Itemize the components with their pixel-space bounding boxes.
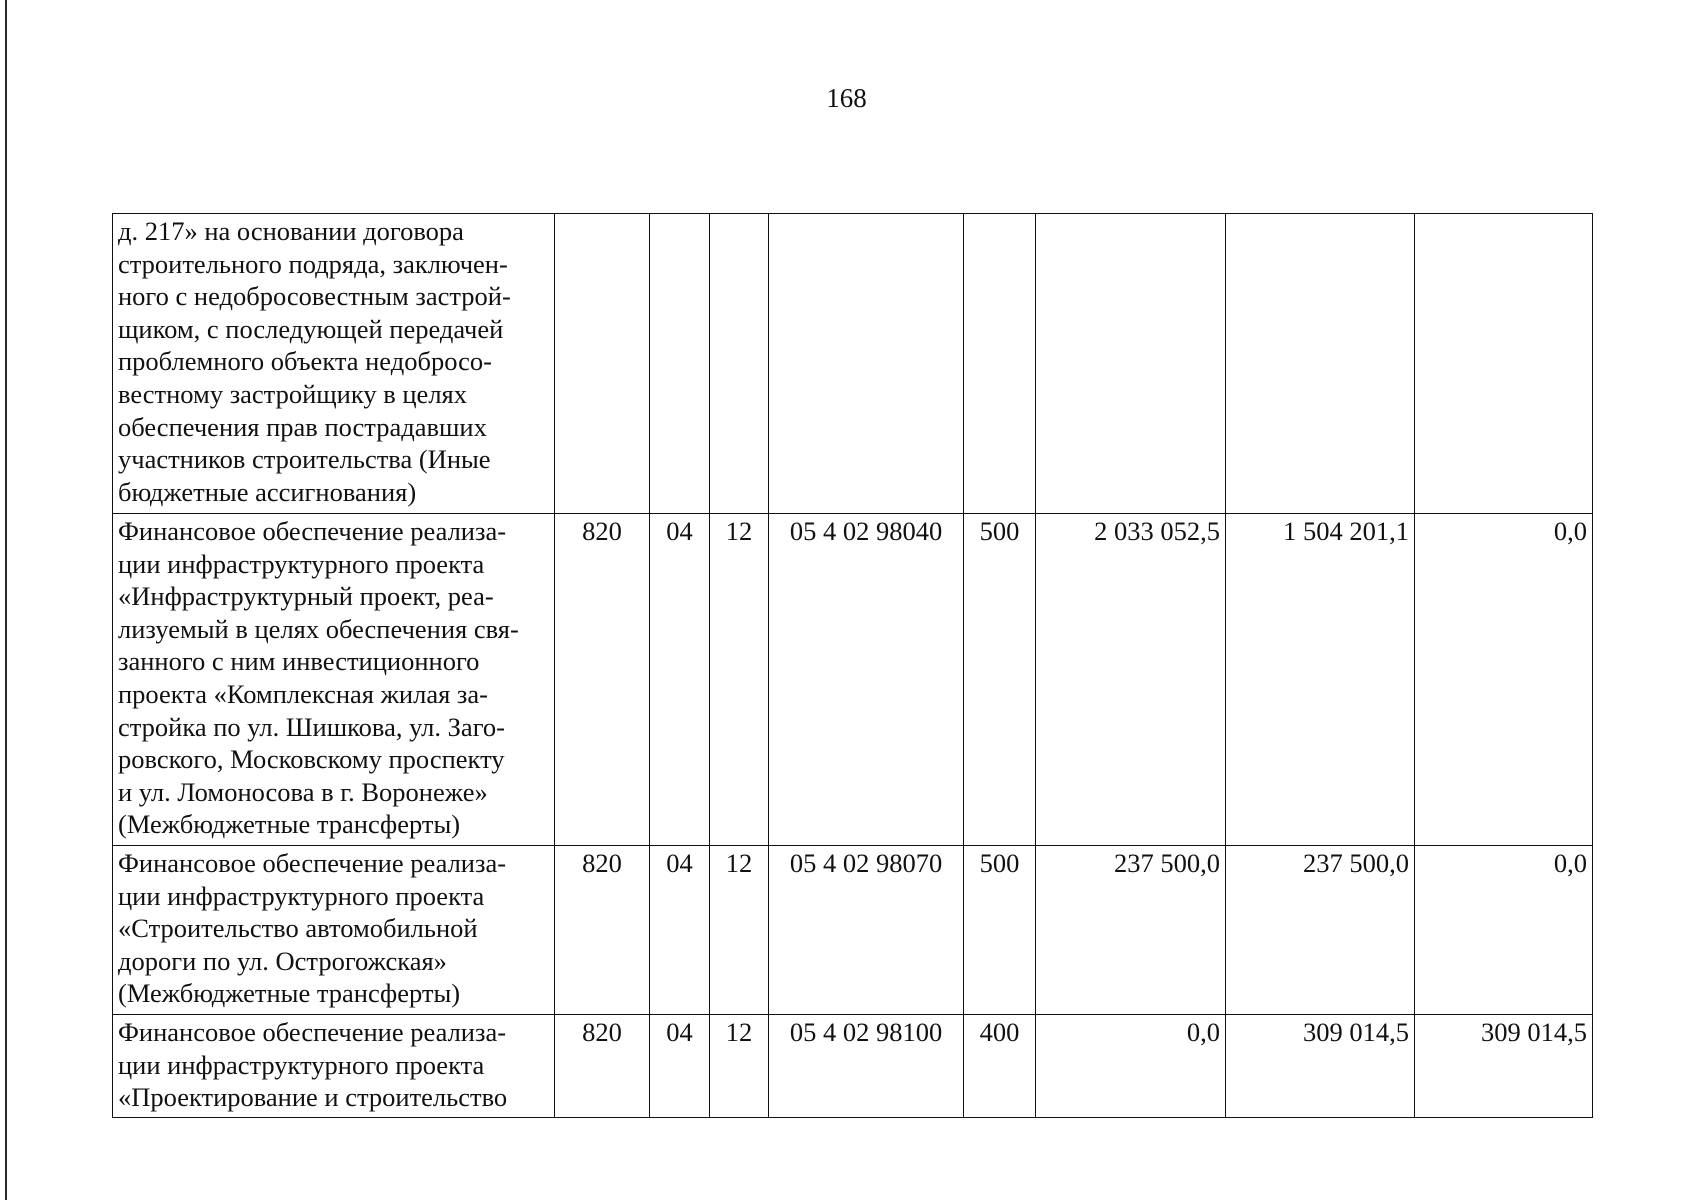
rz-code-cell: 04	[650, 1015, 710, 1118]
pr-code-cell: 12	[710, 846, 769, 1015]
description-line: стройка по ул. Шишкова, ул. Заго-	[118, 711, 505, 742]
description-line: «Инфраструктурный проект, реа-	[118, 581, 494, 612]
amount-cell-1: 2 033 052,5	[1036, 514, 1226, 846]
row-description	[113, 1015, 555, 1118]
description-line: занного с ним инвестиционного	[118, 646, 480, 677]
description-line: Финансовое обеспечение реализа-	[118, 516, 507, 546]
amount-cell-3: 0,0	[1415, 514, 1593, 846]
table-row	[113, 846, 1593, 1015]
amount-cell-3: 0,0	[1415, 846, 1593, 1015]
grbs-code-cell	[555, 214, 650, 514]
description-line: (Межбюджетные трансферты)	[118, 809, 461, 840]
csr-code-cell: 05 4 02 98040	[769, 514, 964, 846]
table-row	[113, 214, 1593, 514]
rz-code-cell: 04	[650, 514, 710, 846]
description-line: и ул. Ломоносова в г. Воронеже»	[118, 776, 488, 807]
rz-code-cell: 04	[650, 846, 710, 1015]
description-line: дороги по ул. Острогожская»	[118, 945, 447, 976]
description-line: д. 217» на основании договора	[118, 216, 464, 246]
table-row	[113, 514, 1593, 846]
vr-code-cell: 500	[964, 846, 1036, 1015]
table-row	[113, 1015, 1593, 1118]
description-line: лизуемый в целях обеспечения свя-	[118, 613, 519, 644]
row-description	[113, 514, 555, 846]
description-line: Финансовое обеспечение реализа-	[118, 1017, 507, 1047]
description-line: обеспечения прав пострадавших	[118, 411, 487, 442]
description-line: щиком, с последующей передачей	[118, 313, 504, 344]
vr-code-cell: 500	[964, 514, 1036, 846]
budget-table	[112, 213, 1593, 1118]
amount-cell-2: 1 504 201,1	[1226, 514, 1415, 846]
description-line: ровского, Московскому проспекту	[118, 744, 505, 775]
description-line: бюджетные ассигнования)	[118, 476, 417, 507]
description-line: Финансовое обеспечение реализа-	[118, 848, 507, 878]
description-line: ции инфраструктурного проекта	[118, 548, 485, 579]
rz-code-cell	[650, 214, 710, 514]
row-description	[113, 846, 555, 1015]
amount-cell-1: 0,0	[1036, 1015, 1226, 1118]
amount-cell-2: 309 014,5	[1226, 1015, 1415, 1118]
row-description	[113, 214, 555, 514]
pr-code-cell: 12	[710, 1015, 769, 1118]
description-line: участников строительства (Иные	[118, 444, 491, 475]
pr-code-cell: 12	[710, 514, 769, 846]
amount-cell-3: 309 014,5	[1415, 1015, 1593, 1118]
description-line: проекта «Комплексная жилая за-	[118, 678, 488, 709]
grbs-code-cell: 820	[555, 1015, 650, 1118]
description-line: (Межбюджетные трансферты)	[118, 978, 461, 1009]
vr-code-cell: 400	[964, 1015, 1036, 1118]
description-line: вестному застройщику в целях	[118, 378, 467, 409]
page-number: 168	[826, 83, 867, 113]
amount-cell-3	[1415, 214, 1593, 514]
grbs-code-cell: 820	[555, 514, 650, 846]
description-line: ции инфраструктурного проекта	[118, 1049, 485, 1080]
amount-cell-2	[1226, 214, 1415, 514]
description-line: строительного подряда, заключен-	[118, 248, 508, 279]
amount-cell-1: 237 500,0	[1036, 846, 1226, 1015]
description-line: ного с недобросовестным застрой-	[118, 281, 511, 312]
description-line: проблемного объекта недобросо-	[118, 346, 492, 377]
vr-code-cell	[964, 214, 1036, 514]
description-line: ции инфраструктурного проекта	[118, 880, 485, 911]
grbs-code-cell: 820	[555, 846, 650, 1015]
csr-code-cell	[769, 214, 964, 514]
pr-code-cell	[710, 214, 769, 514]
csr-code-cell: 05 4 02 98100	[769, 1015, 964, 1118]
scan-edge-line	[5, 0, 7, 1200]
amount-cell-1	[1036, 214, 1226, 514]
description-line: «Строительство автомобильной	[118, 913, 478, 944]
amount-cell-2: 237 500,0	[1226, 846, 1415, 1015]
table-body	[113, 214, 1593, 1118]
description-line: «Проектирование и строительство	[118, 1082, 508, 1113]
csr-code-cell: 05 4 02 98070	[769, 846, 964, 1015]
